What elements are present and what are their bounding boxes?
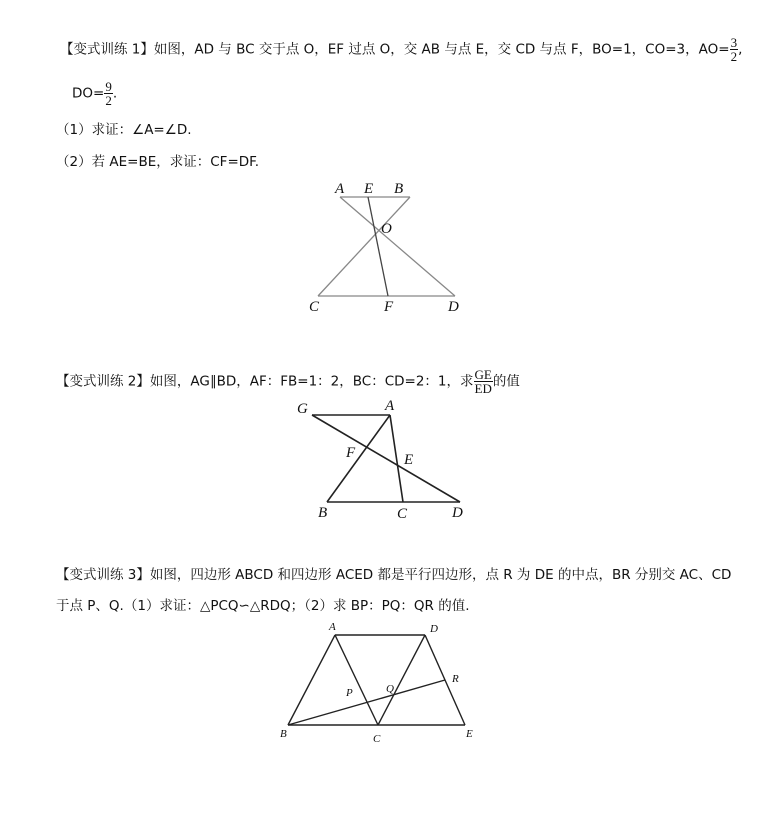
fig3-label-e: E	[466, 728, 473, 740]
frac-num: GE	[474, 367, 492, 382]
do-num: 9	[105, 79, 112, 94]
ao-num: 3	[730, 35, 738, 50]
ex3-line1: 【变式训练 3】如图，四边形 ABCD 和四边形 ACED 都是平行四边形，点 R 为 DE 的中点，BR 分别交 AC、CD	[56, 567, 732, 583]
fig2-label-e: E	[404, 452, 414, 468]
figure-1	[318, 197, 455, 296]
fig1-label-f: F	[384, 299, 394, 315]
ex1-text: 【变式训练 1】如图，AD 与 BC 交于点 O，EF 过点 O，交 AB 与点 E，交 CD 与点 F，BO=1，CO=3，AO=	[60, 41, 730, 58]
fig3-label-r: R	[452, 673, 459, 685]
fig2-label-b: B	[318, 505, 328, 521]
ex1-do: DO= $\frac{9}{2}$ .	[72, 79, 118, 108]
fig3-label-p: P	[346, 687, 353, 699]
fig1-label-e: E	[364, 181, 374, 197]
fig3-label-b: B	[280, 728, 287, 740]
ex2-text: 【变式训练 2】如图，AG∥BD，AF：FB=1：2，BC：CD=2：1，求	[56, 373, 474, 390]
fig3-label-d: D	[430, 623, 438, 635]
fig2-label-f: F	[346, 445, 356, 461]
figure-3	[288, 635, 465, 725]
ao-den: 2	[730, 49, 738, 64]
ex1-q1: （1）求证：∠A=∠D.	[56, 122, 192, 138]
fig3-label-a: A	[329, 621, 336, 633]
fig2-label-d: D	[452, 505, 463, 521]
fig1-label-a: A	[335, 181, 345, 197]
ex1-statement: 【变式训练 1】如图，AD 与 BC 交于点 O，EF 过点 O，交 AB 与点 E，交 CD 与点 F，BO=1，CO=3，AO= $\frac{3}{2}$ ,	[60, 35, 743, 64]
fig1-label-c: C	[309, 299, 320, 315]
do-den: 2	[105, 93, 112, 108]
fig2-label-c: C	[397, 506, 408, 522]
fig1-label-d: D	[448, 299, 459, 315]
frac-den: ED	[474, 381, 492, 396]
do-label: DO=	[72, 85, 105, 102]
ex1-q2: （2）若 AE=BE，求证：CF=DF.	[56, 154, 260, 170]
ex2-tail: 的值	[492, 373, 520, 390]
fig3-label-c: C	[373, 733, 381, 745]
fig3-label-q: Q	[386, 683, 394, 695]
figure-2	[312, 415, 460, 502]
fig1-label-b: B	[394, 181, 404, 197]
fig2-label-g: G	[297, 401, 308, 417]
fig2-label-a: A	[385, 398, 395, 414]
ex3-line2: 于点 P、Q.（1）求证：△PCQ∽△RDQ；（2）求 BP：PQ：QR 的值.	[56, 598, 470, 614]
fig1-label-o: O	[381, 221, 392, 237]
